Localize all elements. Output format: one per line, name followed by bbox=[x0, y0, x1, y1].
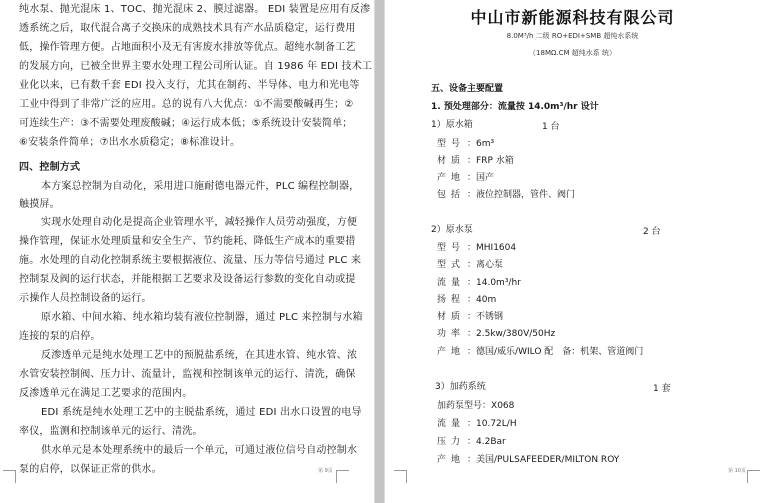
paragraph-line: 低，操作管理方便。占地面积小及无有害废水排放等优点。超纯水制备工艺 bbox=[19, 42, 356, 53]
spec-value: X068 bbox=[491, 401, 515, 411]
paragraph-line: 反渗透单元是纯水处理工艺中的预脱盐系统，在其进水管、纯水管、浓 bbox=[41, 350, 358, 361]
spec-row: 产地 ：美国/PULSAFEEDER/MILTON ROY bbox=[437, 455, 620, 465]
section-heading: 五、设备主要配置 bbox=[431, 84, 504, 94]
spec-label: 材质 bbox=[437, 312, 466, 322]
spec-value: 10.72L/H bbox=[476, 419, 517, 429]
item-quantity: 1 台 bbox=[542, 122, 560, 132]
spec-row: 材质 ：不锈钢 bbox=[437, 312, 504, 322]
spec-value: 液位控制器，管件、阀门 bbox=[476, 190, 576, 200]
paragraph-line: 的发展方向，已被全世界主要水处理工程公司所认证。自 1986 年 EDI 技术工 bbox=[19, 61, 373, 72]
spec-row: 流量 ：14.0m³/hr bbox=[437, 278, 521, 288]
page-number: 第 10页 bbox=[728, 468, 746, 474]
spec-label: 材质 bbox=[437, 156, 466, 166]
spec-label: 产地 bbox=[437, 455, 466, 465]
item-title: 3）加药系统 bbox=[435, 382, 486, 392]
paragraph-line: 施。水处理的自动化控制系统主要根据液位、流量、压力等信号通过 PLC 来 bbox=[19, 255, 362, 266]
paragraph-line: 可连续生产：③不需要处理废酸碱；④运行成本低；⑤系统设计安装简单； bbox=[19, 118, 353, 129]
paragraph-line: EDI 系统是纯水处理工艺中的主脱盐系统，通过 EDI 出水口设置的电导 bbox=[41, 407, 362, 418]
spec-label: 加药泵型号 bbox=[437, 401, 483, 411]
spec-value: 40m bbox=[476, 295, 497, 305]
paragraph-line: 本方案总控制为自动化，采用进口施耐德电器元件，PLC 编程控制器， bbox=[41, 181, 360, 192]
paragraph-line: 实现水处理自动化是提高企业管理水平，减轻操作人员劳动强度，方便 bbox=[41, 217, 358, 228]
sub-heading: 1. 预处理部分：流量按 14.0m³/hr 设计 bbox=[431, 102, 599, 112]
paragraph-line: 连接的泵的启停。 bbox=[19, 331, 101, 342]
paragraph-line: 原水箱、中间水箱、纯水箱均装有液位控制器，通过 PLC 来控制与水箱 bbox=[41, 312, 363, 323]
document-page-10 bbox=[385, 0, 760, 503]
spec-value: 美国/PULSAFEEDER/MILTON ROY bbox=[476, 455, 620, 465]
spec-label: 流量 bbox=[437, 419, 466, 429]
spec-label: 型号 bbox=[437, 243, 466, 253]
spec-row: 加药泵型号：X068 bbox=[437, 401, 515, 411]
spec-label: 产地 bbox=[437, 347, 466, 357]
crop-mark bbox=[336, 470, 349, 483]
document-page-9 bbox=[0, 0, 374, 503]
spec-label: 产地 bbox=[437, 173, 466, 183]
spec-label: 功率 bbox=[437, 329, 466, 339]
section-heading: 四、控制方式 bbox=[19, 162, 81, 173]
spec-label: 压力 bbox=[437, 437, 466, 447]
spec-value: 德国/威乐/WILO 配 备：机架、管道阀门 bbox=[476, 347, 644, 357]
spec-row: 型式 ：离心泵 bbox=[437, 260, 504, 270]
paragraph-line: 业化以来，已有数千套 EDI 投入支行，尤其在制药、半导体、电力和光电等 bbox=[19, 80, 360, 91]
paragraph-line: 供水单元是本处理系统中的最后一个单元，可通过液位信号自动控制水 bbox=[41, 445, 358, 456]
spec-value: FRP 水箱 bbox=[476, 156, 514, 166]
spec-value: MHI1604 bbox=[476, 243, 517, 253]
paragraph-line: ⑥安装条件简单；⑦出水水质稳定；⑧标准设计。 bbox=[19, 137, 241, 148]
spec-value: 4.2Bar bbox=[476, 437, 506, 447]
spec-row: 功率 ：2.5kw/380V/50Hz bbox=[437, 329, 556, 339]
item-title: 1）原水箱 bbox=[431, 120, 473, 130]
system-subtitle: 8.0M³/h 二级 RO+EDI+SMB 超纯水系统 bbox=[506, 32, 639, 40]
spec-row: 型号 ：6m³ bbox=[437, 139, 495, 149]
spec-row: 产地 ：国产 bbox=[437, 173, 495, 183]
item-quantity: 2 台 bbox=[643, 227, 661, 237]
paragraph-line: 反渗透单元在满足工艺要求的范围内。 bbox=[19, 388, 193, 399]
paragraph-line: 纯水泵、抛光混床 1、TOC、抛光混床 2、膜过滤器。 EDI 装置是应用有反渗 bbox=[19, 4, 371, 15]
crop-mark bbox=[3, 470, 16, 483]
page-number: 第 9页 bbox=[318, 468, 333, 474]
spec-row: 包括 ：液位控制器，管件、阀门 bbox=[437, 190, 576, 200]
spec-label: 型式 bbox=[437, 260, 466, 270]
spec-value: 离心泵 bbox=[476, 260, 504, 270]
item-title: 2）原水泵 bbox=[431, 225, 473, 235]
paragraph-line: 工业中得到了非常广泛的应用。总的说有八大优点：①不需要酸碱再生；② bbox=[19, 99, 354, 110]
paragraph-line: 率仪，监测和控制该单元的运行、清洗。 bbox=[19, 426, 203, 437]
paragraph-line: 操作管理，保证水处理质量和安全生产、节约能耗、降低生产成本的重要措 bbox=[19, 236, 356, 247]
spec-row: 产地 ：德国/威乐/WILO 配 备：机架、管道阀门 bbox=[437, 347, 644, 357]
crop-mark bbox=[394, 470, 407, 483]
company-title: 中山市新能源科技有限公司 bbox=[470, 8, 675, 27]
spec-value: 14.0m³/hr bbox=[476, 278, 521, 288]
paragraph-line: 触摸屏。 bbox=[19, 199, 60, 210]
spec-value: 2.5kw/380V/50Hz bbox=[476, 329, 556, 339]
page-separator bbox=[374, 0, 385, 503]
spec-row: 压力 ：4.2Bar bbox=[437, 437, 506, 447]
crop-mark bbox=[747, 470, 760, 483]
spec-value: 国产 bbox=[476, 173, 495, 183]
spec-label: 流量 bbox=[437, 278, 466, 288]
paragraph-line: 示操作人员控制设备的运行。 bbox=[19, 293, 152, 304]
spec-label: 扬程 bbox=[437, 295, 466, 305]
paragraph-line: 水管安装控制阀、压力计、流量计，监视和控制该单元的运行、清洗，确保 bbox=[19, 369, 356, 380]
spec-row: 流量 ：10.72L/H bbox=[437, 419, 517, 429]
spec-row: 扬程 ：40m bbox=[437, 295, 497, 305]
spec-row: 材质 ：FRP 水箱 bbox=[437, 156, 514, 166]
spec-value: 6m³ bbox=[476, 139, 495, 149]
spec-value: 不锈钢 bbox=[476, 312, 504, 322]
paragraph-line: 透系统之后，取代混合离子交换床的成熟技术具有产水品质稳定，运行费用 bbox=[19, 23, 356, 34]
spec-label: 包括 bbox=[437, 190, 466, 200]
spec-row: 型号 ：MHI1604 bbox=[437, 243, 517, 253]
item-quantity: 1 套 bbox=[653, 384, 671, 394]
paragraph-line: 泵的启停，以保证正常的供水。 bbox=[19, 464, 162, 475]
spec-label: 型号 bbox=[437, 139, 466, 149]
paragraph-line: 控制泵及阀的运行状态，并能根据工艺要求及设备运行参数的变化自动或提 bbox=[19, 274, 356, 285]
system-subtitle-2: （18MΩ.CM 超纯水系 统） bbox=[529, 49, 616, 57]
